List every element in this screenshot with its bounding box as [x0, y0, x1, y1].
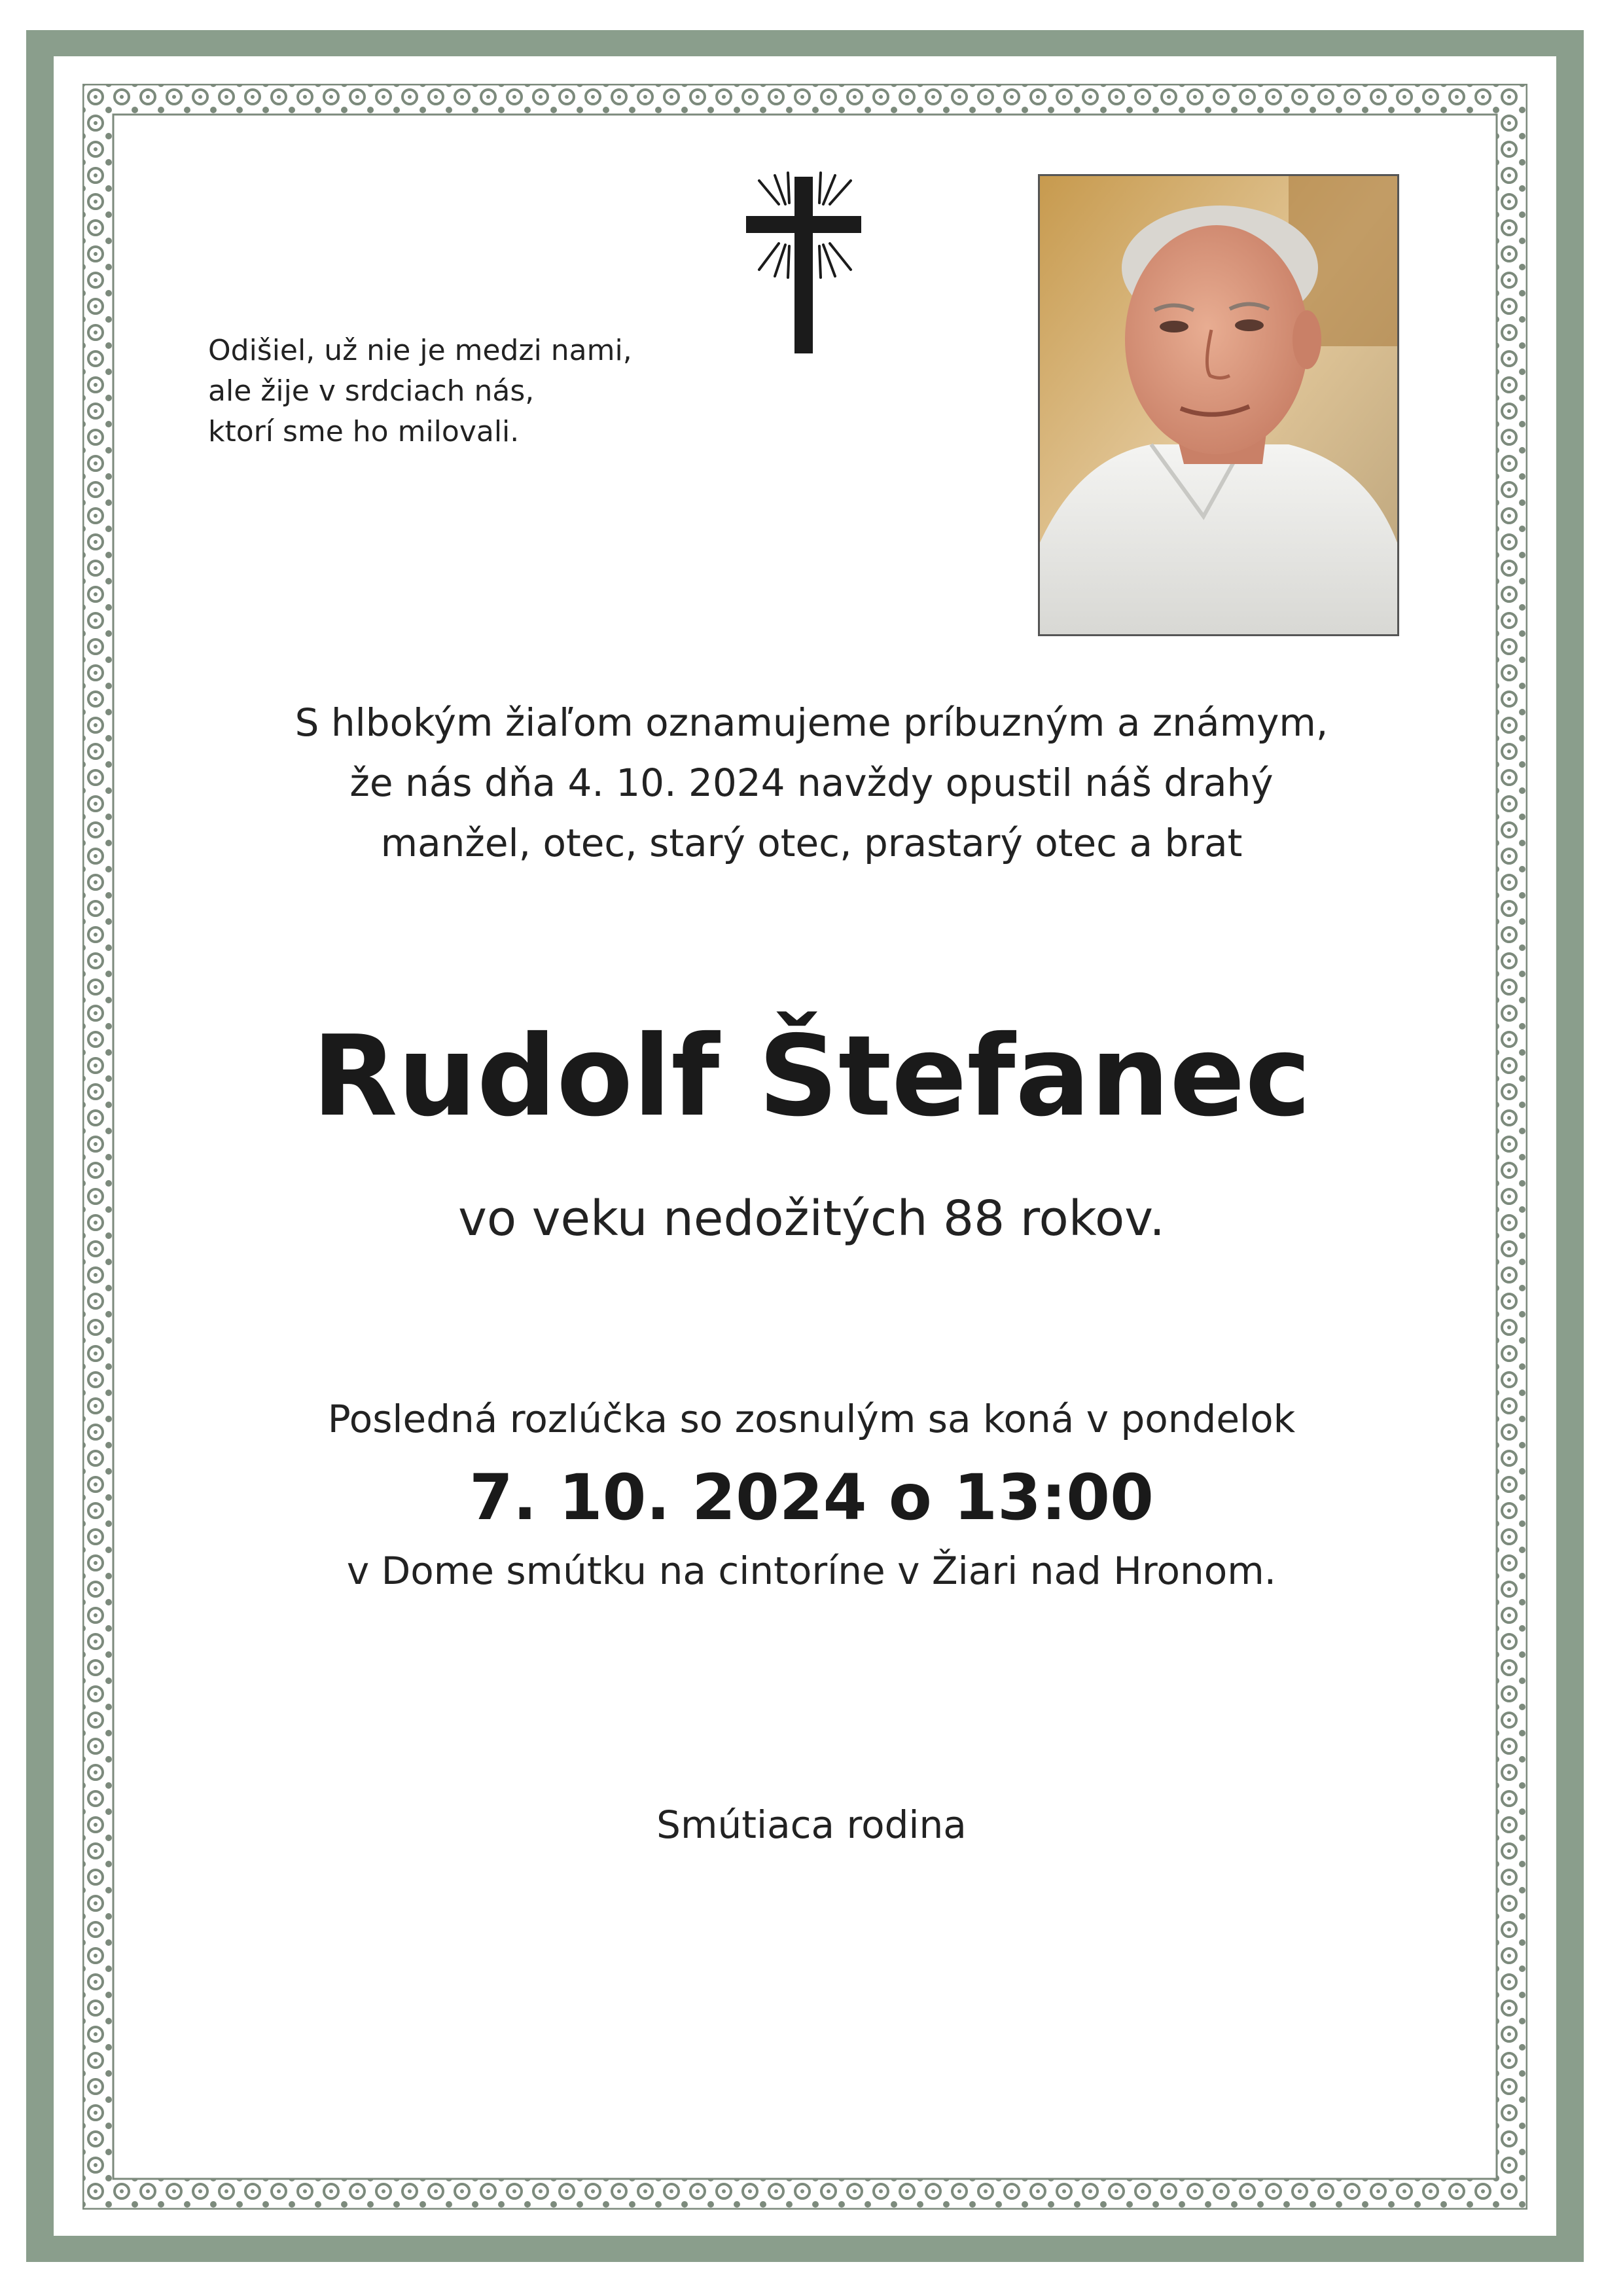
age-text: vo veku nedožitých 88 rokov.	[458, 1191, 1165, 1247]
announcement-text	[131, 692, 1492, 873]
farewell-text: Posledná rozlúčka so zosnulým sa koná v pondelok	[327, 1397, 1296, 1441]
quote-line: ale žije v srdciach nás,	[208, 374, 535, 408]
announcement-line: že nás dňa 4. 10. 2024 navždy opustil náš drahý	[349, 761, 1274, 805]
family-signature: Smútiaca rodina	[656, 1803, 967, 1847]
ceremony-place: v Dome smútku na cintoríne v Žiari nad Hronom.	[346, 1549, 1277, 1593]
announcement-line: S hlbokým žiaľom oznamujeme príbuzným a známym,	[294, 700, 1329, 745]
announcement-line: manžel, otec, starý otec, prastarý otec a brat	[380, 821, 1243, 865]
memorial-quote	[208, 331, 758, 452]
ceremony-datetime: 7. 10. 2024 o 13:00	[469, 1461, 1154, 1534]
quote-line: ktorí sme ho milovali.	[208, 415, 520, 448]
deceased-name: Rudolf Štefanec	[312, 1012, 1311, 1141]
cross-with-rays-icon	[740, 171, 870, 361]
portrait-photo	[1038, 174, 1399, 636]
quote-line: Odišiel, už nie je medzi nami,	[208, 334, 632, 367]
